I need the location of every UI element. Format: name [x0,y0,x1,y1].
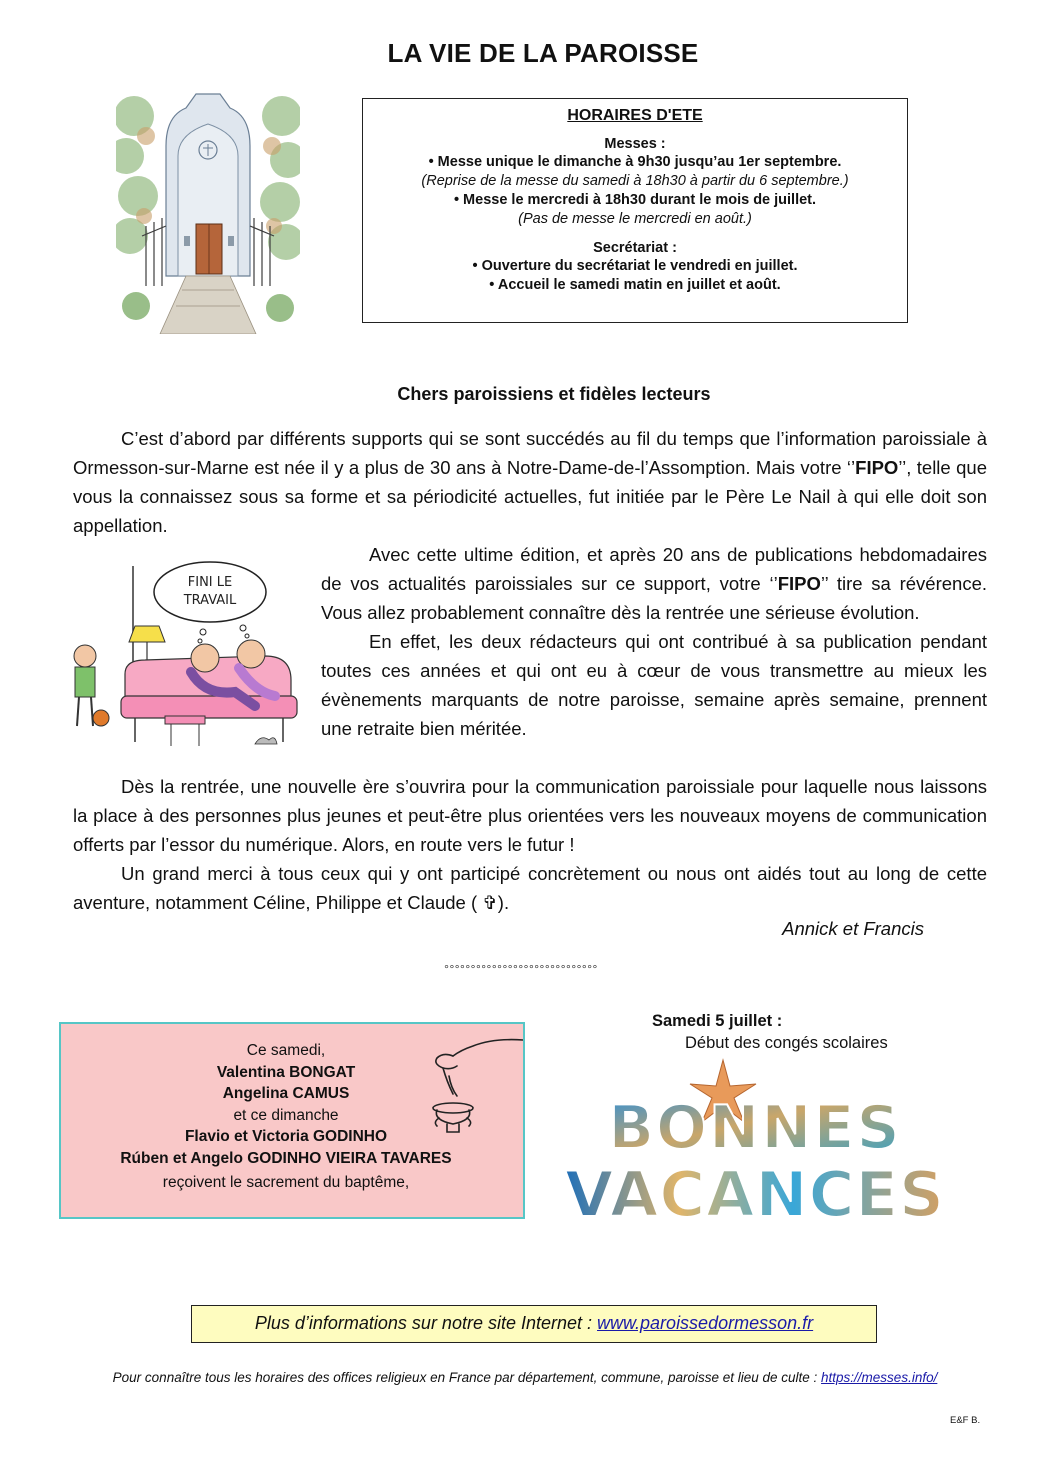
mass-sunday-note: (Reprise de la messe du samedi à 18h30 à partir du 6 septembre.) [421,173,849,189]
secretariat-friday: • Ouverture du secrétariat le vendredi en juillet. [472,258,798,274]
secretariat-heading: Secrétariat : [593,240,677,256]
credit: E&F B. [950,1415,981,1426]
baptism-end-line: reçoivent le sacrement du baptême, [162,1174,410,1191]
baptism-name: Valentina BONGAT [216,1063,356,1081]
bonnes-vacances-banner [560,1056,950,1226]
messes-info-link[interactable]: https://messes.info/ [821,1370,938,1385]
website-box [191,1305,877,1343]
page-title: LA VIE DE LA PAROISSE [387,38,699,68]
signature: Annick et Francis [782,918,924,939]
letter-paragraph-2 [321,540,987,743]
baptism-name: Rúben et Angelo GODINHO VIEIRA TAVARES [120,1149,452,1167]
baptism-name: Flavio et Victoria GODINHO [184,1128,388,1145]
baptismal-font-icon [373,1032,523,1137]
website-prefix: Plus d’informations sur notre site Internet : [254,1313,598,1333]
letter-paragraph-1: C’est d’abord par différents supports qui se sont succédés au fil du temps que l’information paroissiale à Ormesson-sur-Marne est née il y a plus de 30 ans à Notre-Dame-de-l’Assomption. Mais votre ‘’FIPO’’, telle que vous la connaissez sous sa forme et sa périodicité actuelles, fut initiée par le Père Le Nail à qui elle doit son appellation. [73,428,987,536]
vacation-text: Début des congés scolaires [685,1034,888,1052]
baptism-name: Angelina CAMUS [222,1085,350,1102]
letter-paragraph-2a: Avec cette ultime édition, et après 20 ans de publications hebdomadaires de vos actualités paroissiales sur ce support, votre ‘’FIPO’’ tire sa révérence. Vous allez probablement connaître dès la rentrée une sérieuse évolution. [321,544,987,623]
bubble-line-1: FINI LE [187,575,233,590]
letter-paragraph-5: Un grand merci à tous ceux qui y ont participé concrètement ou nous ont aidés tout au long de cette aventure, notamment Céline, Philippe et Claude ( ✞). [73,863,987,913]
baptism-saturday-line: Ce samedi, [246,1042,326,1059]
mass-wednesday-note: (Pas de messe le mercredi en août.) [518,211,752,227]
hours-title: HORAIRES D'ETE [567,107,703,124]
church-illustration [116,76,300,334]
footer-text: Pour connaître tous les horaires des offices religieux en France par département, commune, paroisse et lieu de culte : [112,1370,822,1385]
letter-paragraph-4a: Dès la rentrée, une nouvelle ère s’ouvrira pour la communication paroissiale pour laquelle nous laissons la place à des personnes plus jeunes et peut-être plus orientées vers les nouveaux moyens de communication offerts par l’essor du numérique. Alors, en route vers le futur ! [73,776,987,855]
mass-wednesday: • Messe le mercredi à 18h30 durant le mois de juillet. [453,192,817,208]
banner-line-2: VACANCES [565,1158,945,1226]
bubble-line-2: TRAVAIL [183,593,237,608]
baptism-sunday-line: et ce dimanche [233,1106,339,1124]
letter-paragraph-4 [73,772,987,917]
website-link[interactable]: www.paroissedormesson.fr [597,1313,814,1333]
mass-sunday: • Messe unique le dimanche à 9h30 jusqu’au 1er septembre. [428,154,842,170]
letter-paragraph-3: En effet, les deux rédacteurs qui ont contribué à sa publication pendant toutes ces années et qui ont eu à cœur de vous transmettre au mieux les évènements marquants de notre paroisse, semaine après semaine, prennent une retraite bien méritée. [321,631,987,739]
letter-greeting: Chers paroissiens et fidèles lecteurs [397,384,711,404]
vacation-date: Samedi 5 juillet : [652,1012,783,1030]
summer-hours-box [362,98,908,323]
retirement-cartoon [55,556,305,756]
footer-note [0,1370,1042,1385]
masses-heading: Messes : [604,136,666,152]
banner-line-1: BONNES [608,1093,902,1163]
separator: °°°°°°°°°°°°°°°°°°°°°°°°°°°°° [444,962,598,976]
secretariat-saturday: • Accueil le samedi matin en juillet et août. [489,277,781,293]
